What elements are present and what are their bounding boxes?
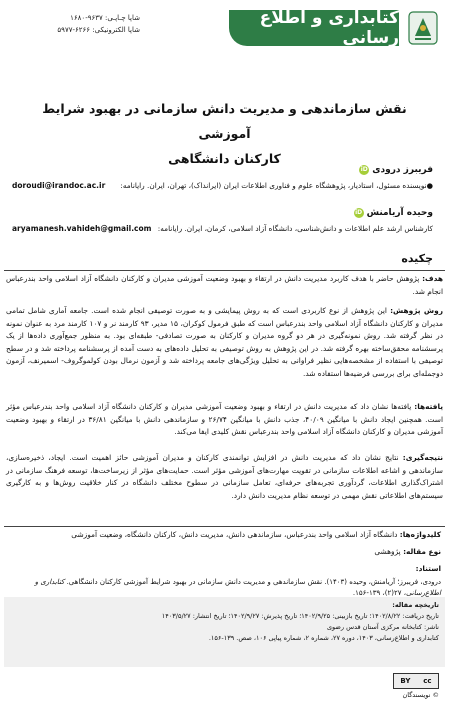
journal-logo-icon bbox=[403, 8, 443, 48]
history-label: تاریخچه مقاله: bbox=[392, 601, 439, 609]
title-line-2: کارکنان دانشگاهی bbox=[168, 151, 281, 166]
keywords-text: دانشگاه آزاد اسلامی واحد بندرعباس، سازماندهی دانش، مدیریت دانش، کارکنان دانشگاه، وضعیت آموزشی bbox=[71, 530, 400, 539]
citation-text: درودی، فریبرز؛ آریامنش، وحیده (۱۴۰۳). نقش سازماندهی و مدیریت دانش سازمانی در بهبود شرایط آموزشی کارکنان دانشگاهی. bbox=[64, 578, 441, 586]
history-publisher: ناشر: کتابخانه مرکزی آستان قدس رضوی bbox=[326, 623, 439, 631]
method-label: روش پژوهش: bbox=[390, 306, 443, 315]
article-type-value: پژوهشی bbox=[374, 547, 404, 556]
author-name bbox=[354, 208, 433, 218]
license-block bbox=[6, 671, 447, 703]
author-1 bbox=[12, 165, 433, 191]
findings-text: یافته‌ها نشان داد که مدیریت دانش در ارتقاء و بهبود وضعیت آموزشی مدیران و کارکنان دانشگاه آزاد اسلامی واحد بندرعباس مؤثر است. همچنین ایجاد دانش با میانگین ۴۰/۰۹، جذب دانش با میانگین ۲۶/۷۴ و سازماندهی دانش با میانگین ۳۶/۸۱ در ارتقاء و بهبود وضعیت آموزشی مدیران و کارکنان دانشگاه آزاد اسلامی واحد بندرعباس نقش کلیدی ایفا می‌کند. bbox=[6, 402, 443, 437]
article-type-label: نوع مقاله: bbox=[403, 547, 441, 556]
findings-label: یافته‌ها: bbox=[414, 402, 443, 411]
orcid-icon[interactable]: iD bbox=[360, 166, 368, 173]
divider bbox=[4, 526, 445, 527]
author-1-affiliation-row bbox=[12, 180, 433, 191]
orcid-icon[interactable]: iD bbox=[355, 209, 363, 216]
citation-label-row bbox=[6, 563, 441, 576]
citation-label: استناد: bbox=[415, 564, 441, 573]
author-2-affiliation: کارشناس ارشد علم اطلاعات و دانش‌شناسی، دانشگاه آزاد اسلامی، کرمان، ایران. رایانامه: bbox=[157, 224, 433, 233]
author-2-name: وحیده آریامنش bbox=[366, 208, 433, 218]
conclusion-text: نتایج نشان داد که مدیریت دانش در افزایش توانمندی کارکنان و مدیران آموزشی حائز اهمیت است. ایجاد، ذخیره‌سازی، سازماندهی و اشاعه اطلاعات سازمانی در تقویت مهارت‌های آموزشی مؤثر است. حمایت‌های مؤثر از زیرساخت‌ها، توسعه فرهنگ سازمانی در اشتراک‌گذاری اطلاعات، گردآوری تجربه‌های حرفه‌ای، تعامل سازمانی در سطوح مختلف دانشگاه در کنار خلاقیت روش‌ها و به کارگیری سیستم‌های اطلاعاتی نقش مهمی در توسعه نظام مدیریت دانش دارد. bbox=[6, 453, 443, 500]
issn-print: شاپا چـاپـی: ۹۶۳۷-۱۶۸۰ bbox=[70, 14, 140, 22]
citation-journal: کتابداری و اطلاع‌رسانی bbox=[34, 578, 441, 597]
abstract-method bbox=[6, 305, 443, 381]
citation-tail: ، ۲۷(۲)، ۱۳۹-۱۵۶. bbox=[352, 589, 406, 597]
citation bbox=[6, 577, 441, 599]
conclusion-label: نتیجه‌گیری: bbox=[402, 453, 443, 462]
author-2-email[interactable]: aryamanesh.vahideh@gmail.com bbox=[12, 224, 152, 233]
journal-banner bbox=[4, 8, 445, 48]
cc-label: cc bbox=[423, 677, 432, 685]
abstract-purpose bbox=[6, 273, 443, 298]
article-type bbox=[6, 546, 441, 559]
author-1-affiliation: ●نویسنده مسئول، استادیار، پژوهشگاه علوم و فناوری اطلاعات ایران (ایرانداک)، تهران، ایران. رایانامه: bbox=[120, 181, 433, 190]
divider bbox=[4, 270, 445, 271]
keywords bbox=[6, 529, 441, 542]
keywords-label: کلیدواژه‌ها: bbox=[399, 530, 441, 539]
abstract-findings bbox=[6, 401, 443, 439]
author-2-affiliation-row bbox=[12, 223, 433, 234]
author-1-email[interactable]: doroudi@irandoc.ac.ir bbox=[12, 181, 106, 190]
history-dates: تاریخ دریافت: ۱۴۰۲/۸/۲۲؛ تاریخ بازبینی: ۱۴۰۲/۹/۲۵؛ تاریخ پذیرش: ۱۴۰۲/۹/۲۷؛ تاریخ انتشار: ۱۴۰۳/۵/۲۷ bbox=[161, 612, 439, 620]
author-1-name: فریبرز درودی bbox=[372, 165, 433, 175]
abstract-heading: چکیده bbox=[401, 252, 433, 265]
purpose-text: پژوهش حاضر با هدف کاربرد مدیریت دانش در ارتقاء و بهبود وضعیت آموزشی مدیران و کارکنان دانشگاه آزاد اسلامی واحد بندرعباس انجام شد. bbox=[6, 274, 443, 296]
author-2 bbox=[12, 208, 433, 234]
copyright-note: © نویسندگان bbox=[402, 691, 439, 699]
purpose-label: هدف: bbox=[422, 274, 443, 283]
abstract-conclusion bbox=[6, 452, 443, 502]
title-line-1: نقش سازماندهی و مدیریت دانش سازمانی در بهبود شرایط آموزشی bbox=[42, 101, 407, 141]
issn-block bbox=[10, 12, 140, 36]
author-name bbox=[359, 165, 433, 175]
history-issue: کتابداری و اطلاع‌رسانی، ۱۴۰۳، دوره ۲۷، شماره ۲، شماره پیاپی ۱۰۶، صص. ۱۳۹-۱۵۶. bbox=[208, 634, 439, 642]
article-history bbox=[4, 597, 445, 667]
method-text: این پژوهش از نوع کاربردی است که به روش پیمایشی و به صورت توصیفی انجام شده است. جامعه آماری شامل تمامی مدیران و کارکنان دانشگاه آزاد اسلامی واحد بندرعباس است که طبق فرمول کوکران، ۱۵ مدیر، ۹۳ کارمند نر و ۱۰۷ کارمند مرد به عنوان نمونه در نظر گرفته شد. روش نمونه‌گیری در هر دو گروه مدیران و کارکنان به صورت تصادفی- طبقه‌ای بود. به منظور جمع‌آوری داده‌ها از یک پرسشنامه محقق‌ساخته بهره گرفته شد. در این پژوهش به روش توصیفی به تحلیل داده‌های به دست آمده از پرسشنامه پرداخته شد و در سطح توصیفی با استفاده از مشخصه‌هایی نظیر فراوانی به تحلیل ویژگی‌های جامعه پرداخته شد و آزمون نرمال بودن کولموگروف- اسمیرنف، آزمون دوجمله‌ای برای بررسی فرضیه‌ها استفاده شد. bbox=[6, 306, 444, 378]
article-title bbox=[20, 96, 429, 171]
cc-by-icon[interactable] bbox=[393, 673, 439, 689]
journal-title: کتابداری و اطلاع رسانی bbox=[229, 10, 399, 46]
by-label: BY bbox=[400, 677, 411, 685]
issn-online: شاپا الکترونیکی: ۶۲۶۶-۵۹۷۷ bbox=[57, 26, 140, 34]
